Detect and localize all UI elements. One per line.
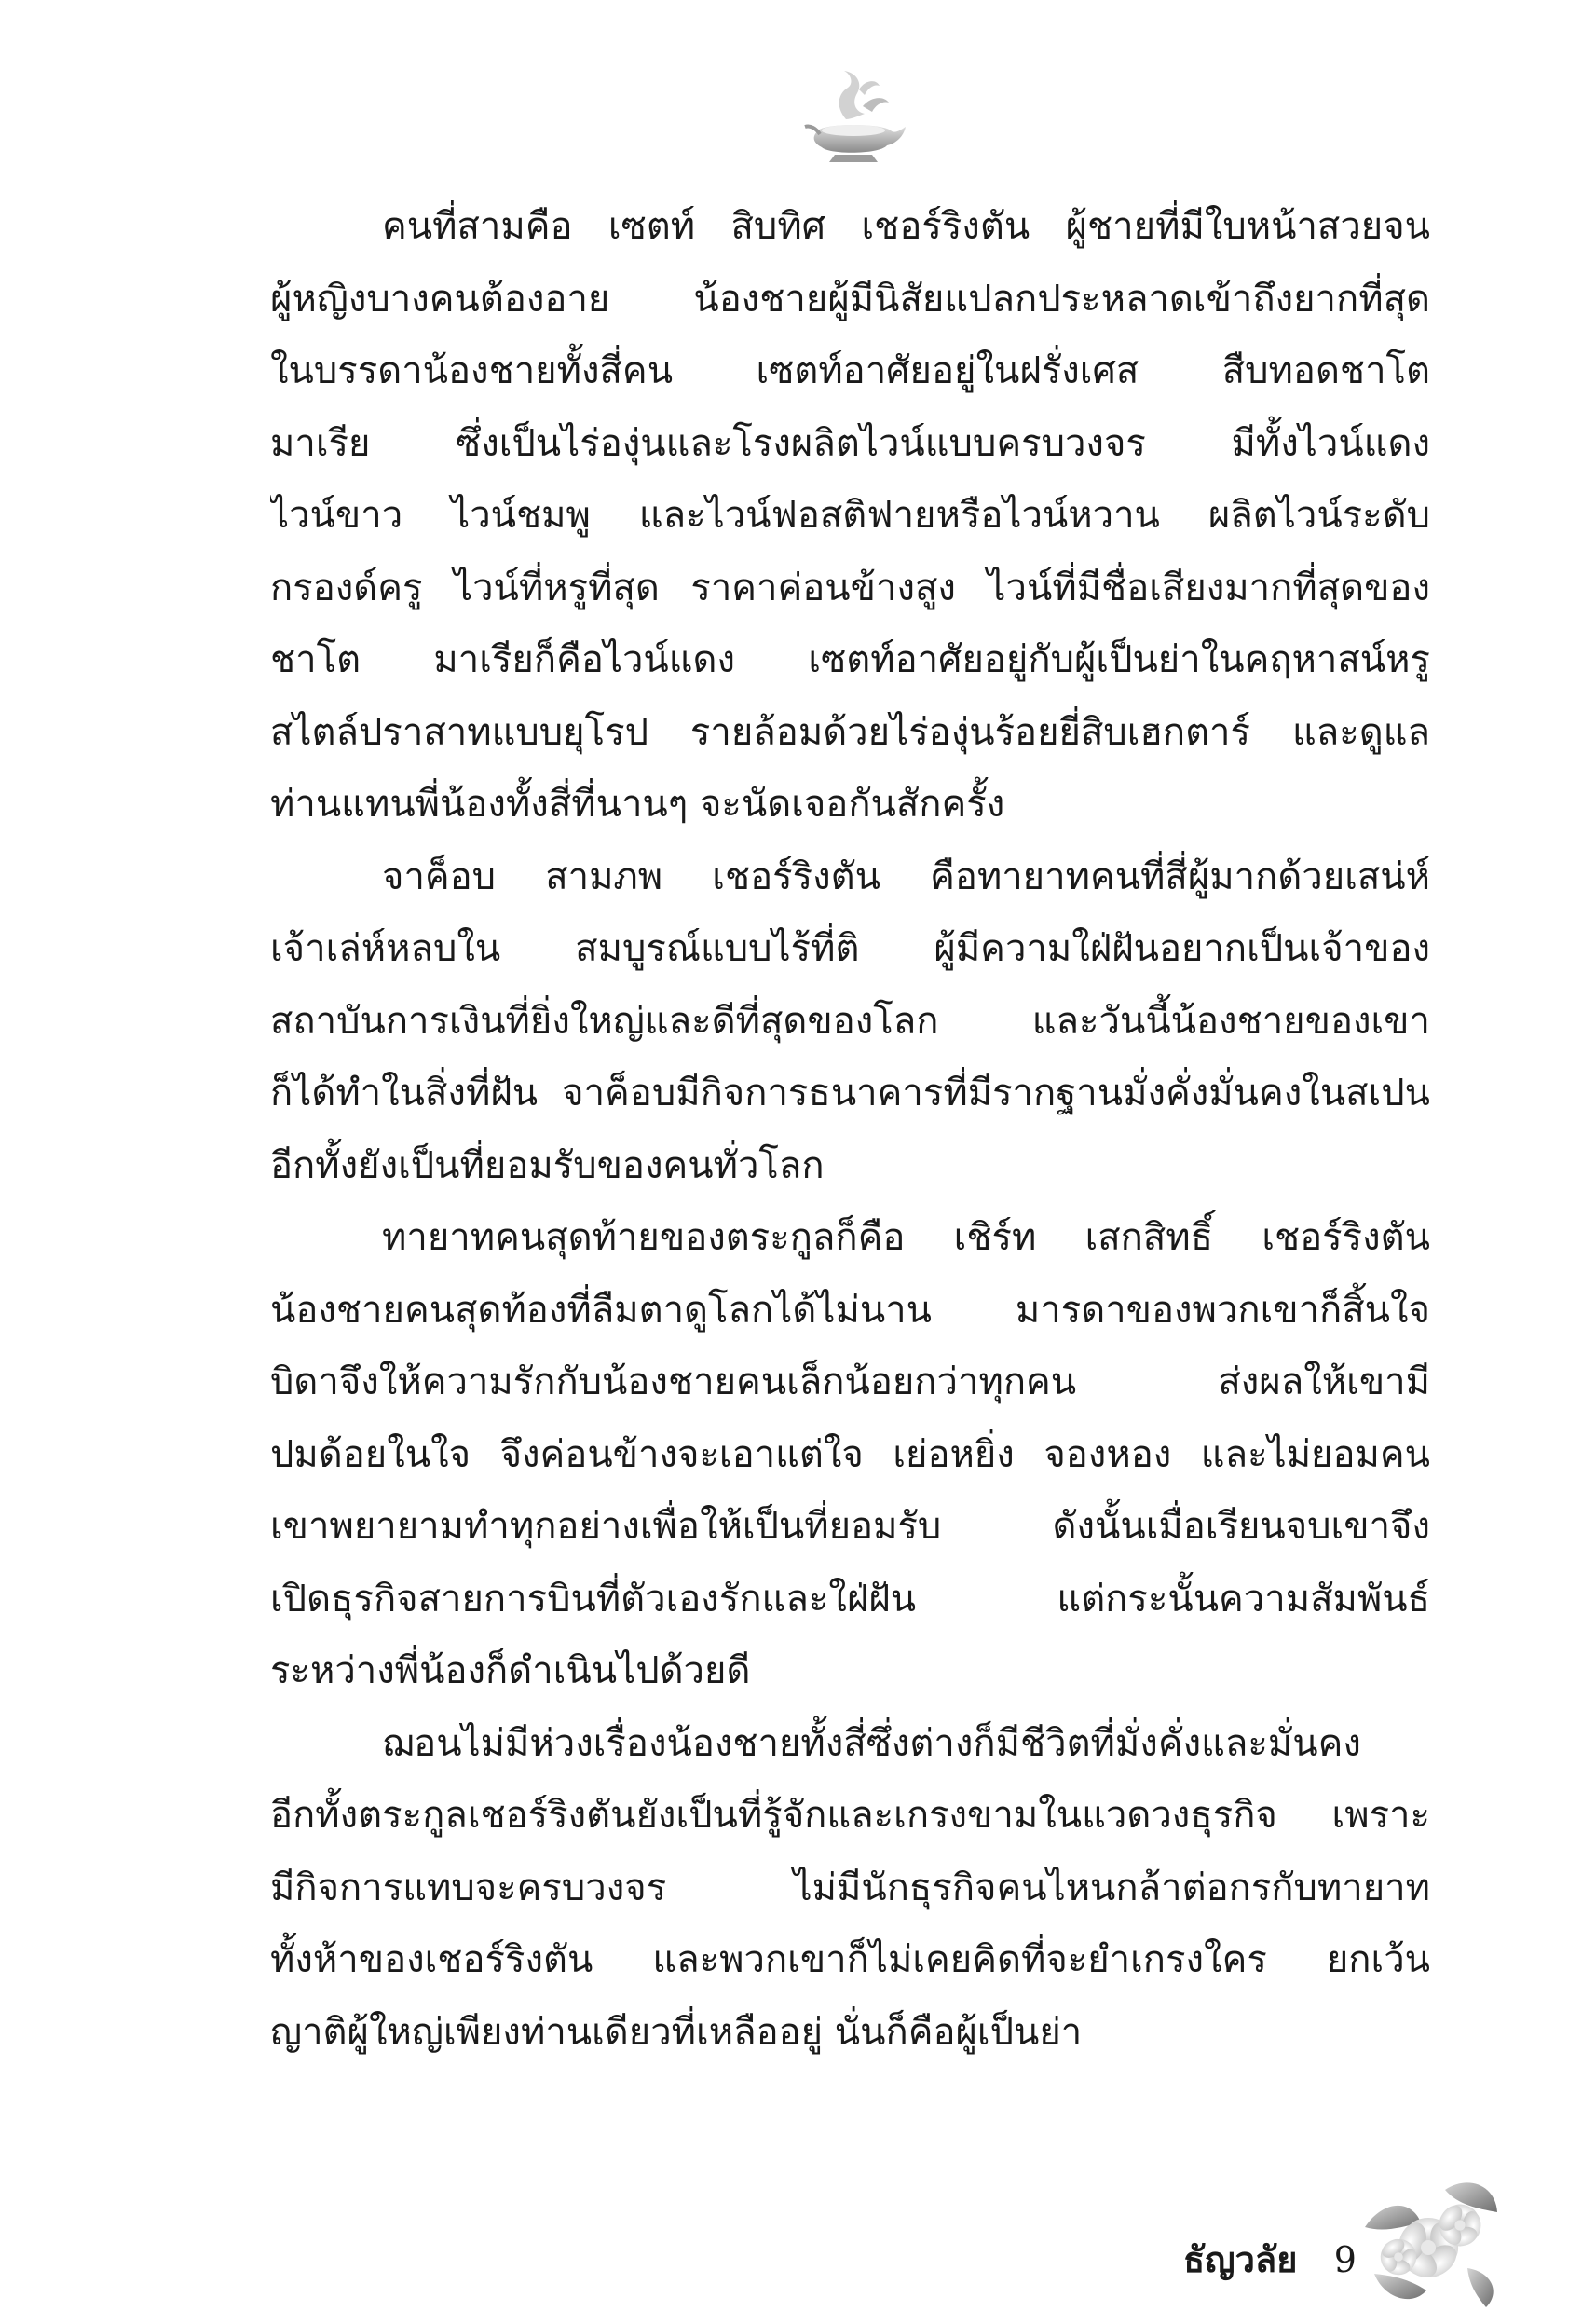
text-line: เจ้าเล่ห์หลบใน สมบูรณ์แบบไร้ที่ติ ผู้มีความใฝ่ฝันอยากเป็นเจ้าของ [270,927,1430,970]
text-line: จาค็อบ สามภพ เชอร์ริงตัน คือทายาทคนที่สี่ผู้มากด้วยเสน่ห์ [382,855,1430,898]
text-line: ระหว่างพี่น้องก็ดำเนินไปด้วยดี [270,1649,751,1692]
jasmine-flower-icon [1356,2171,1505,2311]
text-line: ในบรรดาน้องชายทั้งสี่คน เซตท์อาศัยอยู่ในฝรั่งเศส สืบทอดชาโต [270,349,1430,392]
text-line: น้องชายคนสุดท้องที่ลืมตาดูโลกได้ไม่นาน มารดาของพวกเขาก็สิ้นใจ [270,1288,1430,1332]
text-line: ท่านแทนพี่น้องทั้งสี่ที่นานๆ จะนัดเจอกันสักครั้ง [270,783,1005,826]
page-footer [1183,2232,1357,2288]
text-line: ไวน์ขาว ไวน์ชมพู และไวน์ฟอสติฟายหรือไวน์หวาน ผลิตไวน์ระดับ [270,494,1430,537]
text-line: ผู้หญิงบางคนต้องอาย น้องชายผู้มีนิสัยแปลกประหลาดเข้าถึงยากที่สุด [270,277,1430,321]
text-line: อีกทั้งยังเป็นที่ยอมรับของคนทั่วโลก [270,1143,825,1187]
text-line: สไตล์ปราสาทแบบยุโรป รายล้อมด้วยไร่องุ่นร้อยยี่สิบเฮกตาร์ และดูแล [270,710,1430,754]
text-line: บิดาจึงให้ความรักกับน้องชายคนเล็กน้อยกว่าทุกคน ส่งผลให้เขามี [270,1361,1430,1403]
text-line: ก็ได้ทำในสิ่งที่ฝัน จาค็อบมีกิจการธนาคารที่มีรากฐานมั่งคั่งมั่นคงในสเปน [270,1072,1430,1114]
text-line: ชาโต มาเรียก็คือไวน์แดง เซตท์อาศัยอยู่กับผู้เป็นย่าในคฤหาสน์หรู [270,638,1430,681]
text-line: กรองด์ครู ไวน์ที่หรูที่สุด ราคาค่อนข้างสูง ไวน์ที่มีชื่อเสียงมากที่สุดของ [270,566,1430,609]
text-line: ฌอนไม่มีห่วงเรื่องน้องชายทั้งสี่ซึ่งต่างก็มีชีวิตที่มั่งคั่งและมั่นคง [382,1721,1361,1765]
text-line: มีกิจการแทบจะครบวงจร ไม่มีนักธุรกิจคนไหนกล้าต่อกรกับทายาท [270,1866,1430,1909]
body-text [270,191,1430,2069]
author-name: ธัญวลัย [1183,2239,1298,2280]
text-line: มาเรีย ซึ่งเป็นไร่องุ่นและโรงผลิตไวน์แบบครบวงจร มีทั้งไวน์แดง [270,421,1430,465]
text-line: เขาพยายามทำทุกอย่างเพื่อให้เป็นที่ยอมรับ ดังนั้นเมื่อเรียนจบเขาจึง [270,1505,1430,1548]
text-line: สถาบันการเงินที่ยิ่งใหญ่และดีที่สุดของโลก และวันนี้น้องชายของเขา [270,999,1430,1043]
text-line: ทายาทคนสุดท้ายของตระกูลก็คือ เชิร์ท เสกสิทธิ์ เชอร์ริงตัน [382,1216,1430,1259]
text-line: เปิดธุรกิจสายการบินที่ตัวเองรักและใฝ่ฝัน แต่กระนั้นความสัมพันธ์ [270,1577,1430,1620]
text-line: คนที่สามคือ เซตท์ สิบทิศ เชอร์ริงตัน ผู้ชายที่มีใบหน้าสวยจน [382,205,1430,248]
text-line: อีกทั้งตระกูลเชอร์ริงตันยังเป็นที่รู้จักและเกรงขามในแวดวงธุรกิจ เพราะ [270,1794,1430,1837]
lamp-ornament-icon [798,65,909,168]
text-line: ทั้งห้าของเชอร์ริงตัน และพวกเขาก็ไม่เคยคิดที่จะยำเกรงใคร ยกเว้น [270,1938,1430,1981]
page-number: 9 [1333,2239,1357,2280]
text-line: ปมด้อยในใจ จึงค่อนข้างจะเอาแต่ใจ เย่อหยิ่ง จองหอง และไม่ยอมคน [270,1432,1430,1476]
text-line: ญาติผู้ใหญ่เพียงท่านเดียวที่เหลืออยู่ นั่นก็คือผู้เป็นย่า [270,2010,1083,2054]
